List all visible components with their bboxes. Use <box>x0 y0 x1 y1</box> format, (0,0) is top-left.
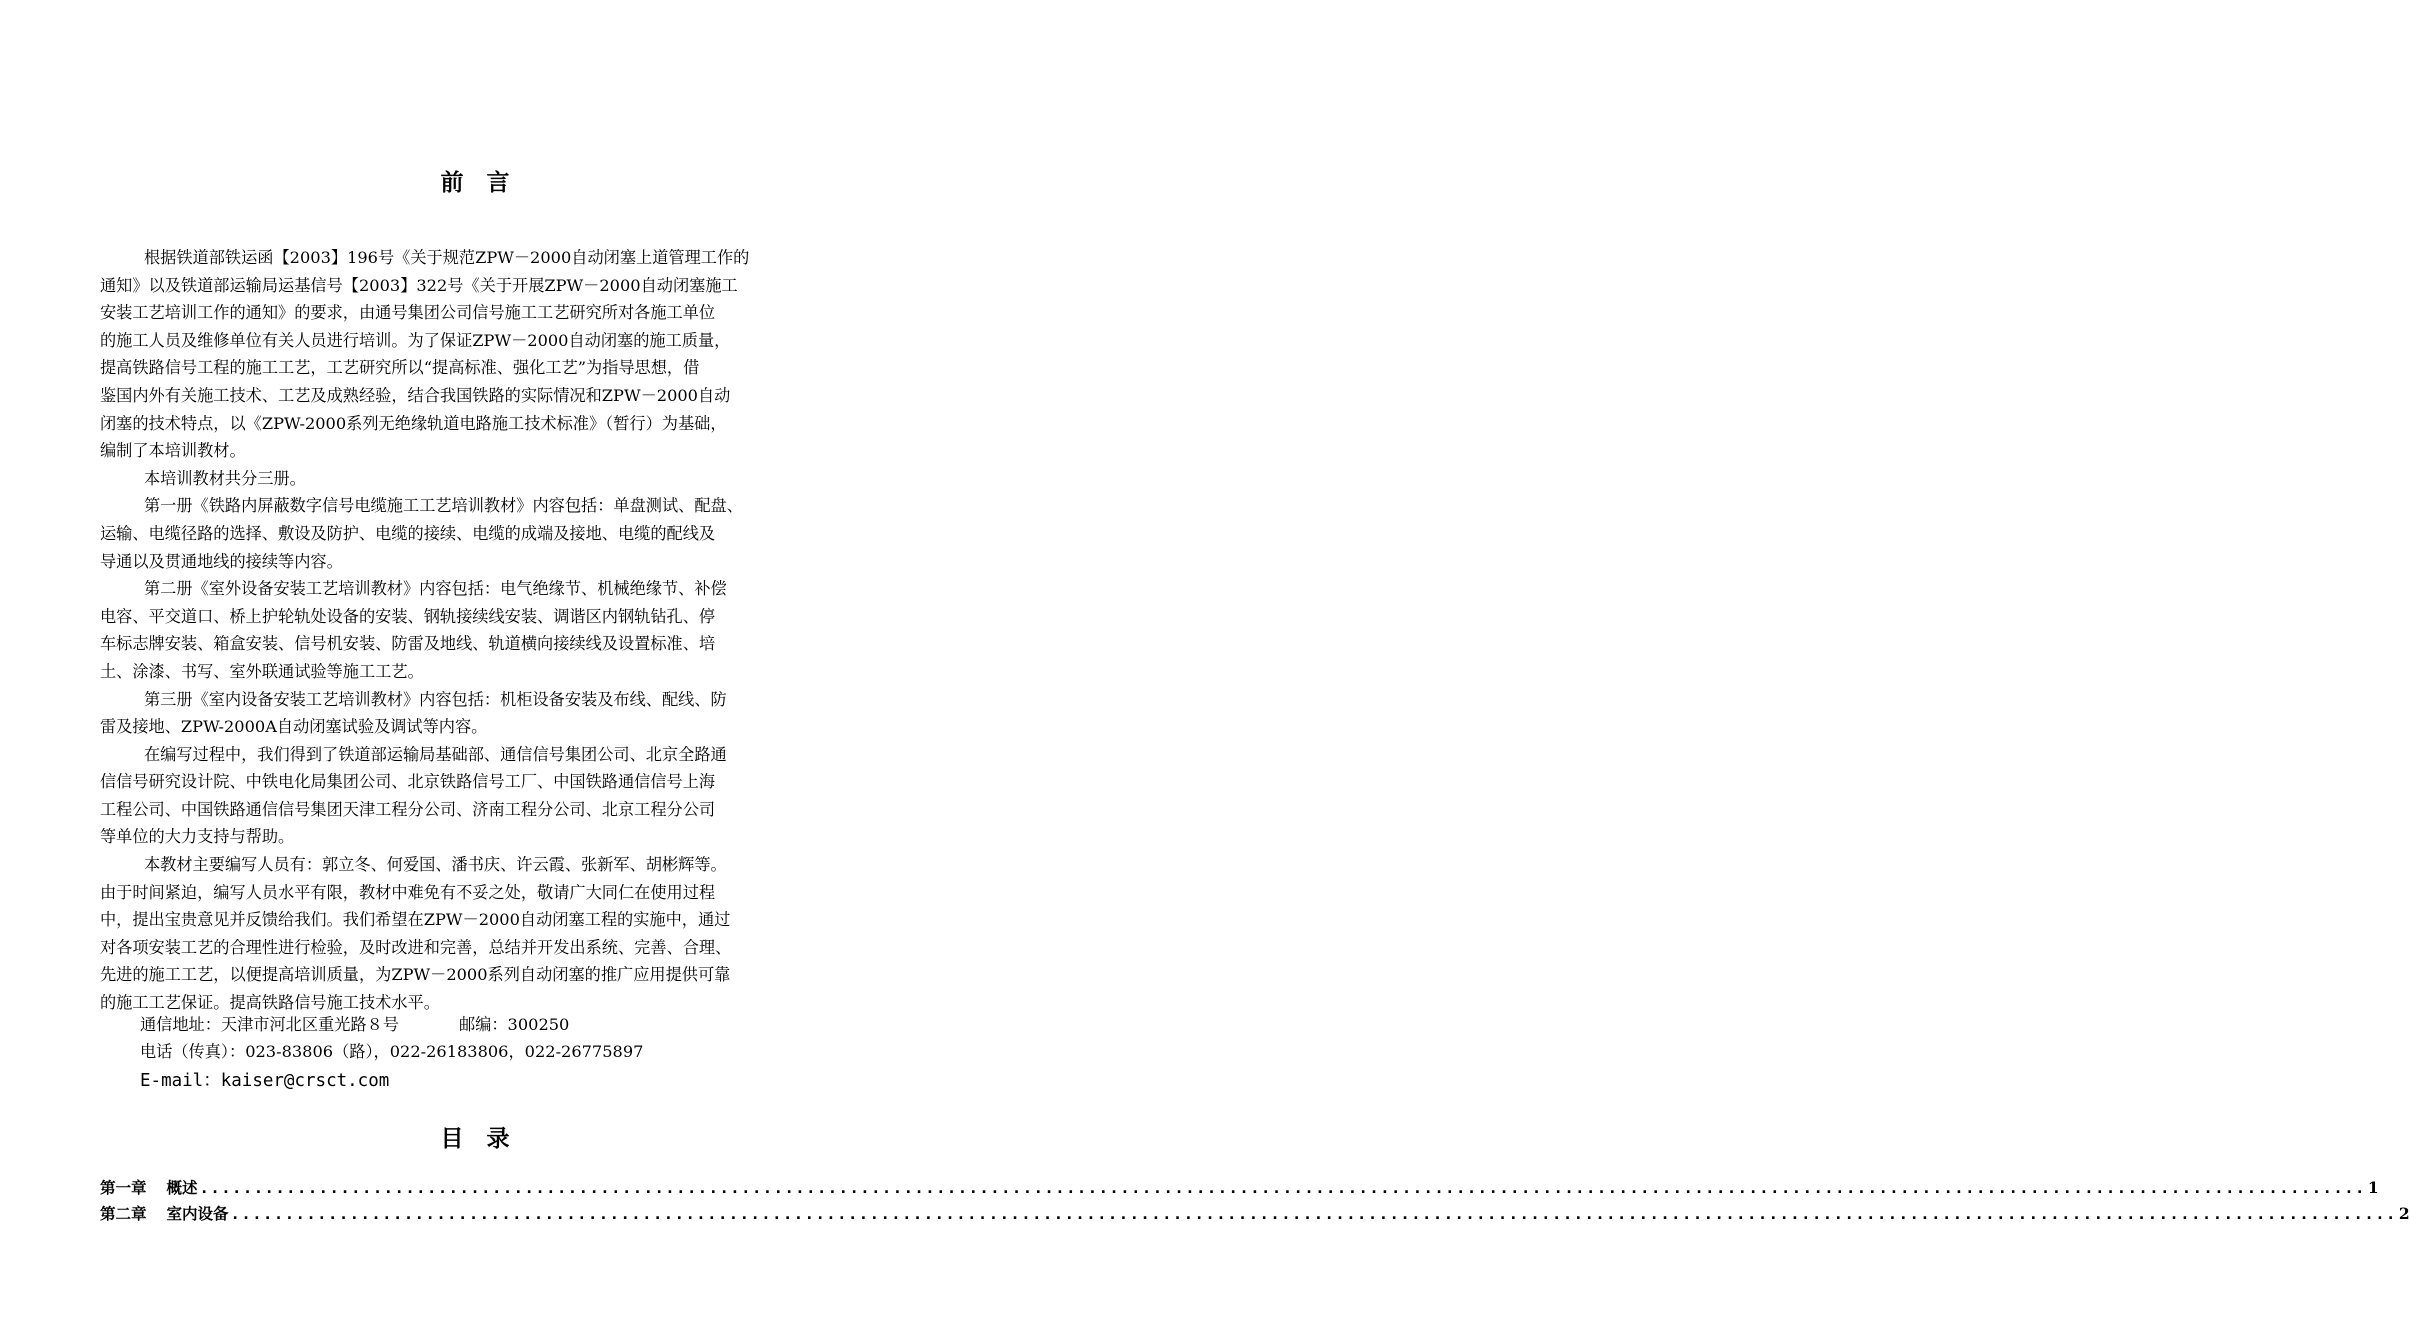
preface-line: 导通以及贯通地线的接续等内容。 <box>100 551 343 571</box>
preface-line: 鉴国内外有关施工技术、工艺及成熟经验，结合我国铁路的实际情况和ZPW－2000自动 <box>100 385 731 405</box>
toc-chapter-name: 概述 <box>166 1179 198 1197</box>
address-line <box>140 1011 569 1035</box>
phone-line: 电话（传真）：023-83806（路），022-26183806，022-26775897 <box>140 1042 644 1061</box>
toc-chapter-number: 第一章 <box>100 1179 147 1197</box>
toc-entry[interactable] <box>100 1176 2379 1202</box>
preface-line: 对各项安装工艺的合理性进行检验，及时改进和完善，总结并开发出系统、完善、合理、 <box>100 937 732 957</box>
preface-line: 第一册《铁路内屏蔽数字信号电缆施工工艺培训教材》内容包括：单盘测试、配盘、 <box>144 496 743 516</box>
email-line: E-mail：kaiser@crsct.com <box>140 1071 390 1091</box>
postcode-label: 邮编：300250 <box>459 1015 570 1034</box>
preface-line: 等单位的大力支持与帮助。 <box>100 827 295 847</box>
toc-leader-dots: ........................................................................................................................................................................................................ <box>199 1179 2366 1197</box>
preface-line: 在编写过程中，我们得到了铁道部运输局基础部、通信信号集团公司、北京全路通 <box>144 744 727 764</box>
preface-line: 由于时间紧迫，编写人员水平有限，教材中难免有不妥之处，敬请广大同仁在使用过程 <box>100 882 716 902</box>
preface-line: 信信号研究设计院、中铁电化局集团公司、北京铁路信号工厂、中国铁路通信信号上海 <box>100 772 716 792</box>
toc-list <box>100 1176 2410 1228</box>
preface-line: 本教材主要编写人员有：郭立冬、何爱国、潘书庆、许云霞、张新军、胡彬辉等。 <box>144 855 727 875</box>
preface-line: 先进的施工工艺，以便提高培训质量，为ZPW－2000系列自动闭塞的推广应用提供可靠 <box>100 965 731 985</box>
preface-line: 本培训教材共分三册。 <box>144 468 306 488</box>
preface-line: 土、涂漆、书写、室外联通试验等施工工艺。 <box>100 661 424 681</box>
preface-line: 安装工艺培训工作的通知》的要求，由通号集团公司信号施工工艺研究所对各施工单位 <box>100 303 716 323</box>
toc-page-number: 1 <box>2367 1178 2379 1197</box>
preface-line: 第三册《室内设备安装工艺培训教材》内容包括：机柜设备安装及布线、配线、防 <box>144 689 727 709</box>
preface-line: 工程公司、中国铁路通信信号集团天津工程分公司、济南工程分公司、北京工程分公司 <box>100 799 716 819</box>
address-label: 通信地址：天津市河北区重光路８号 <box>140 1015 399 1034</box>
preface-line: 根据铁道部铁运函【2003】196号《关于规范ZPW－2000自动闭塞上道管理工作的 <box>144 248 750 267</box>
toc-leader-dots: ........................................................................................................................................................................................................ <box>230 1205 2397 1223</box>
toc-page-number: 2 <box>2398 1204 2410 1223</box>
preface-line: 提高铁路信号工程的施工工艺，工艺研究所以“提高标准、强化工艺”为指导思想，借 <box>100 358 700 378</box>
preface-line: 车标志牌安装、箱盒安装、信号机安装、防雷及地线、轨道横向接续线及设置标准、培 <box>100 634 716 654</box>
preface-line: 第二册《室外设备安装工艺培训教材》内容包括：电气绝缘节、机械绝缘节、补偿 <box>144 579 727 599</box>
preface-line: 运输、电缆径路的选择、敷设及防护、电缆的接续、电缆的成端及接地、电缆的配线及 <box>100 523 716 543</box>
preface-line: 中，提出宝贵意见并反馈给我们。我们希望在ZPW－2000自动闭塞工程的实施中，通过 <box>100 910 731 930</box>
toc-chapter-number: 第二章 <box>100 1205 147 1223</box>
preface-line: 通知》以及铁道部运输局运基信号【2003】322号《关于开展ZPW－2000自动闭塞施工 <box>100 275 738 295</box>
preface-line: 雷及接地、ZPW-2000A自动闭塞试验及调试等内容。 <box>100 717 488 737</box>
preface-line: 闭塞的技术特点，以《ZPW-2000系列无绝缘轨道电路施工技术标准》（暂行）为基础， <box>100 413 727 433</box>
preface-line: 的施工工艺保证。提高铁路信号施工技术水平。 <box>100 993 440 1013</box>
preface-line: 电容、平交道口、桥上护轮轨处设备的安装、钢轨接续线安装、调谐区内钢轨钻孔、停 <box>100 606 716 626</box>
toc-title: 目 录 <box>440 1126 510 1152</box>
preface-body <box>100 244 860 1017</box>
toc-entry[interactable] <box>100 1202 2410 1228</box>
toc-chapter-name: 室内设备 <box>166 1205 229 1223</box>
preface-line: 的施工人员及维修单位有关人员进行培训。为了保证ZPW－2000自动闭塞的施工质量， <box>100 330 731 350</box>
preface-line: 编制了本培训教材。 <box>100 441 246 461</box>
preface-title: 前 言 <box>440 170 510 196</box>
